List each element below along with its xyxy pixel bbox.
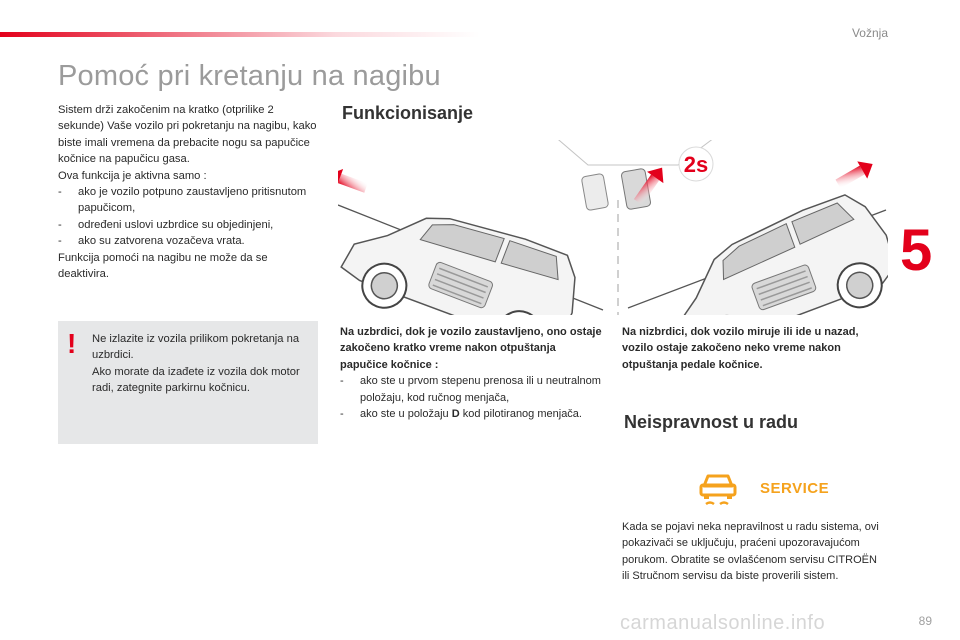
downhill-arrow-icon [833, 155, 878, 192]
downhill-caption: Na nizbrdici, dok vozilo miruje ili ide u nazad, vozilo ostaje zakočeno neko vreme nakon otpuštanja pedale kočnice. [622, 326, 859, 371]
timer-label: 2s [683, 152, 709, 177]
gear-d-label: D [451, 408, 460, 421]
heading-malfunction: Neispravnost u radu [624, 412, 799, 432]
downhill-car [650, 186, 888, 315]
uphill-arrow-icon [338, 165, 369, 197]
watermark: carmanualsonline.info [620, 612, 826, 634]
section-name: Vožnja [851, 26, 888, 40]
condition-item: - određeni uslovi uzbrdice su objedinjeni, [58, 217, 320, 233]
intro-paragraph: Sistem drži zakočenim na kratko (otprilike 2 sekunde) Vaše vozilo pri pokretanju na nagibu, kako biste imali vremena da prebacite nogu sa papučice kočnice na papučicu gasa. [58, 104, 317, 166]
warning-line: Ne izlazite iz vozila prilikom pokretanja na uzbrdici. [92, 333, 300, 362]
chapter-number: 5 [900, 218, 933, 283]
hill-start-illustration [338, 140, 888, 315]
page-number: 89 [918, 614, 932, 628]
exclamation-icon: ! [67, 328, 77, 359]
uphill-caption [340, 324, 602, 422]
uphill-intro: Na uzbrdici, dok je vozilo zaustavljeno, ono ostaje zakočeno kratko vreme nakon otpuštanja papučice kočnice : [340, 326, 602, 371]
uphill-item: - ako ste u položaju D kod pilotiranog menjača. [340, 406, 602, 422]
uphill-car [338, 181, 591, 315]
warning-line: Ako morate da izađete iz vozila dok motor radi, zategnite parkirnu kočnicu. [92, 365, 300, 395]
condition-item: - ako je vozilo potpuno zaustavljeno pritisnutom papučicom, [58, 184, 320, 217]
top-accent-bar [0, 32, 480, 37]
service-warning-label: SERVICE [760, 480, 830, 497]
intro-text [58, 102, 320, 282]
warning-text [92, 331, 312, 397]
uphill-item: - ako ste u prvom stepenu prenosa ili u neutralnom položaju, kod ručnog menjača, [340, 373, 602, 406]
condition-item: - ako su zatvorena vozačeva vrata. [58, 233, 320, 249]
page-title: Pomoć pri kretanju na nagibu [58, 60, 441, 92]
intro-paragraph: Ova funkcija je aktivna samo : [58, 169, 207, 182]
malfunction-text: Kada se pojavi neka nepravilnost u radu sistema, ovi pokazivači se uključuju, praćeni upozoravajućom porukom. Obratite se ovlašćenom servisu CITROËN ili Stručnom servisu da biste proverili sistem. [622, 521, 879, 583]
car-skid-warning-icon [696, 468, 740, 508]
heading-funkcionisanje: Funkcionisanje [342, 103, 474, 123]
intro-paragraph: Funkcija pomoći na nagibu ne može da se deaktivira. [58, 251, 268, 281]
pedal-icon [581, 168, 651, 210]
